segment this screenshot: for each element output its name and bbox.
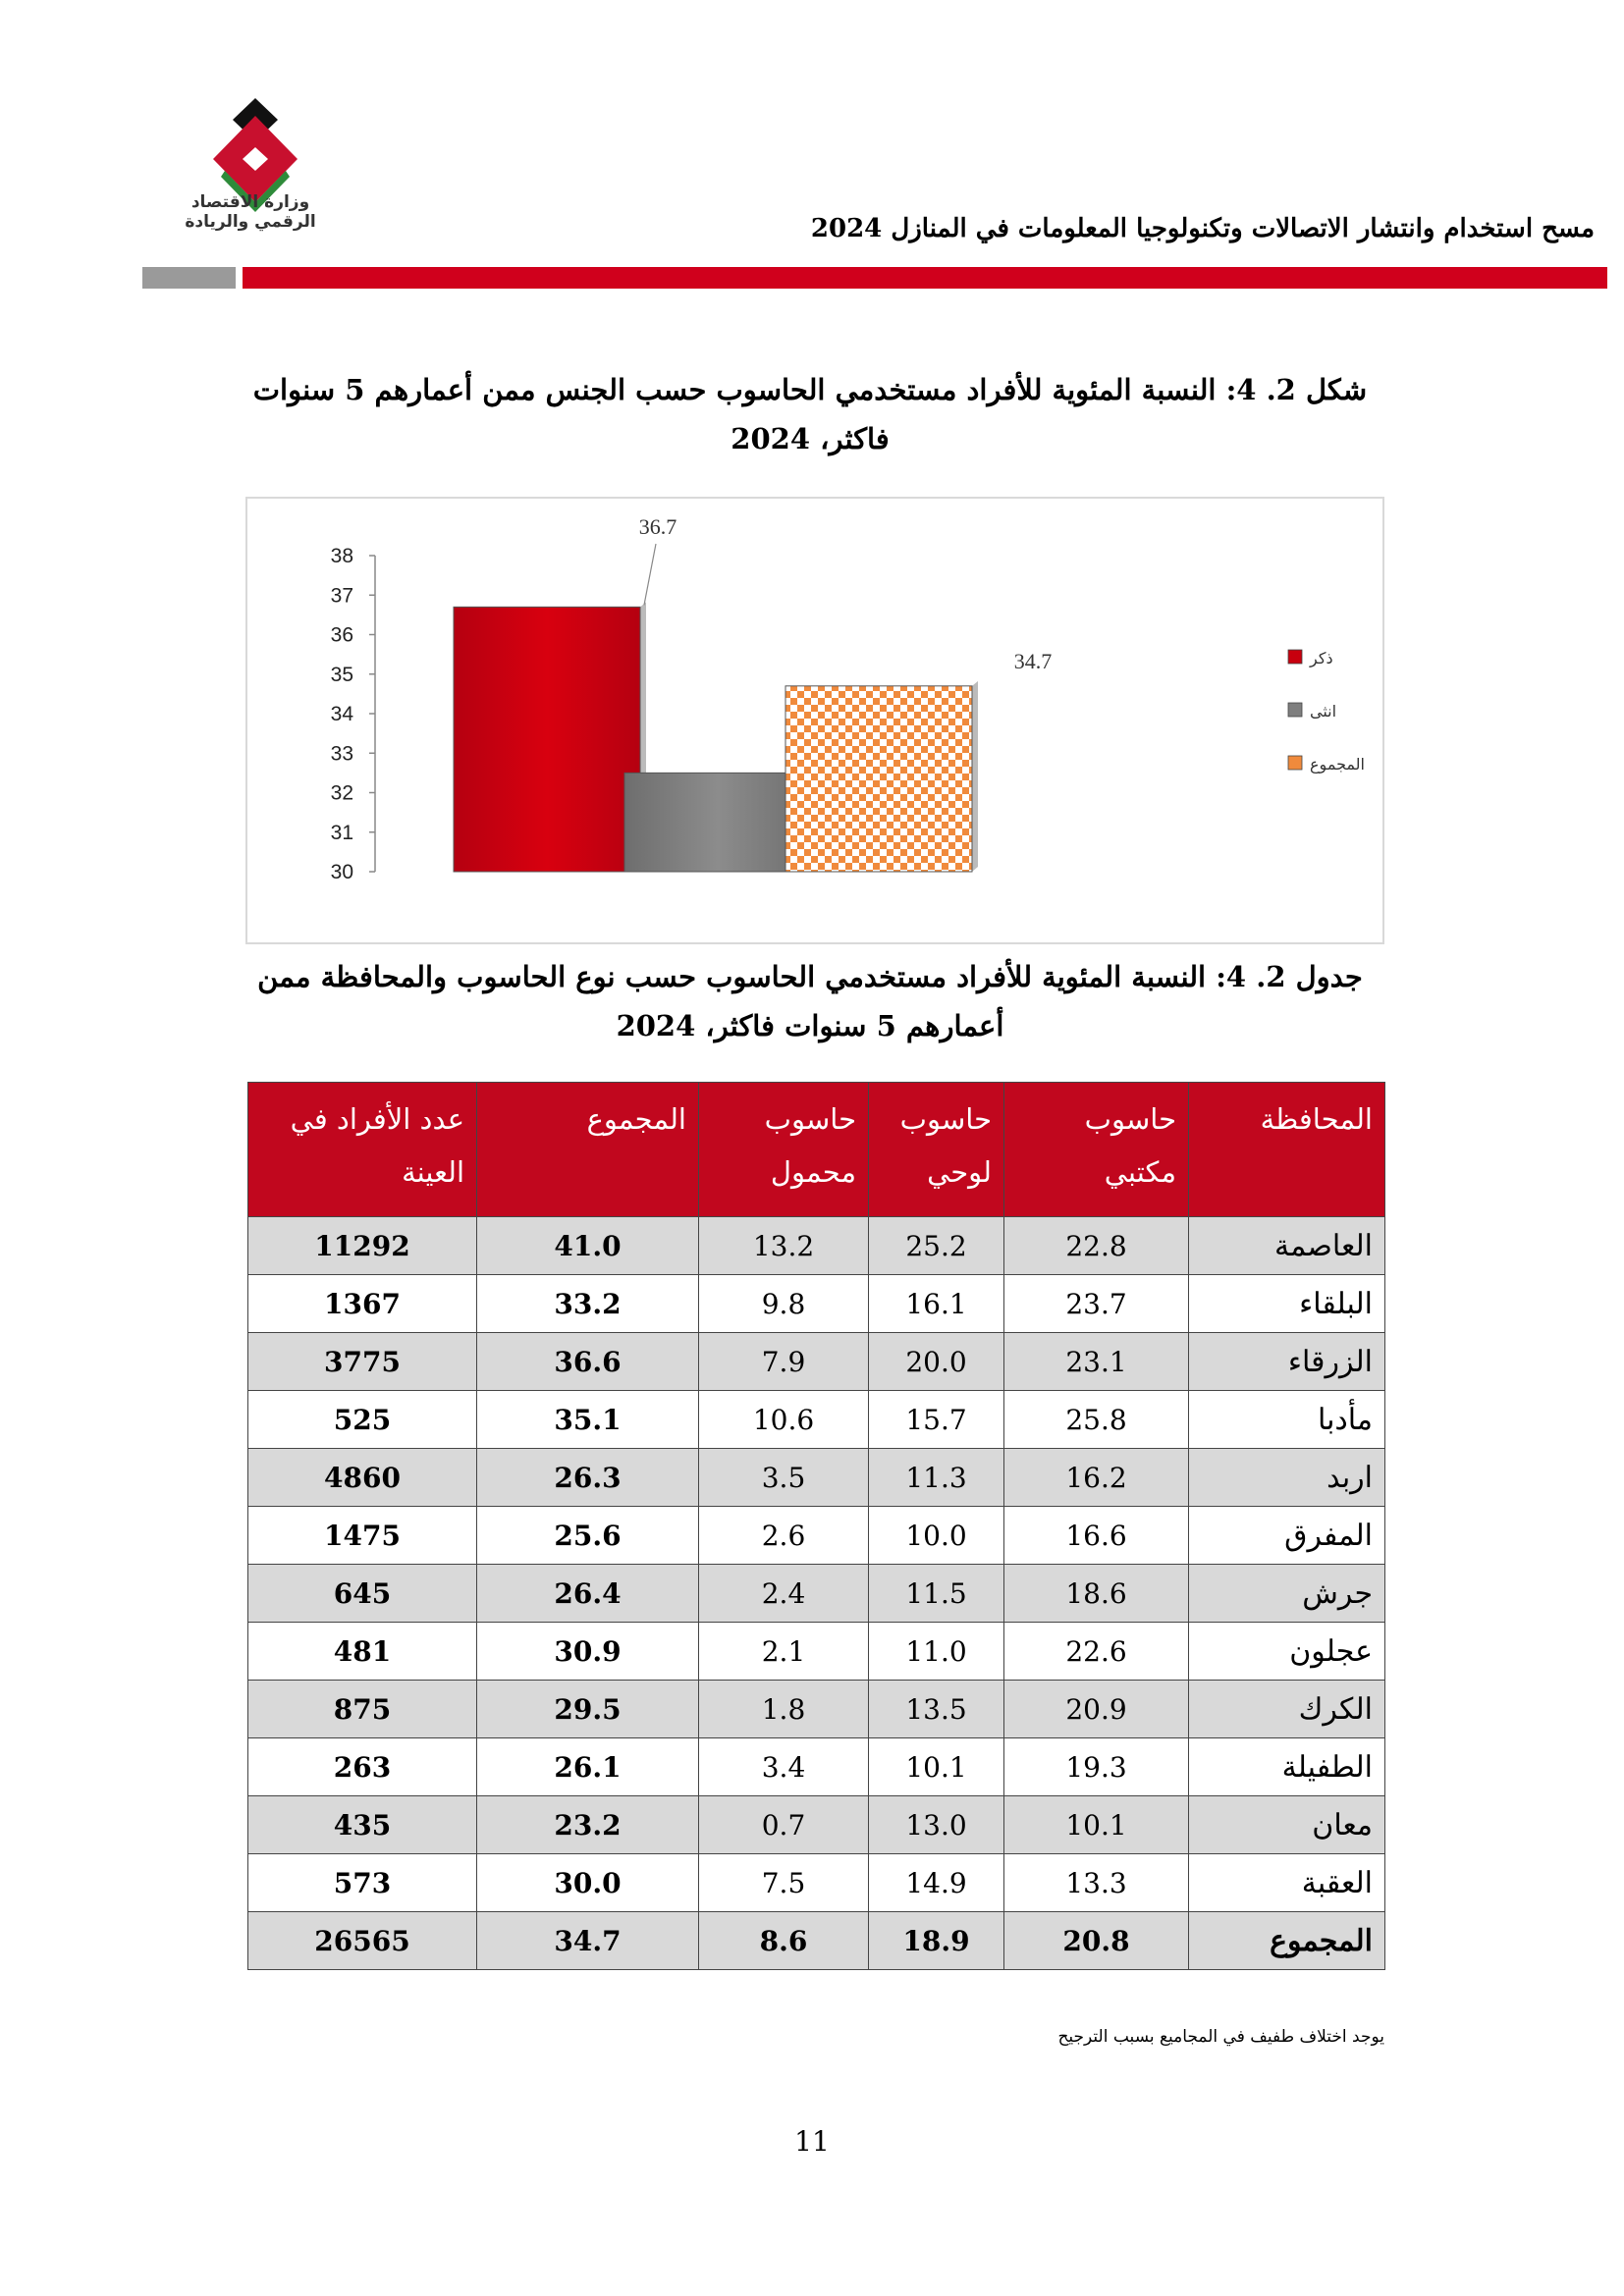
header-governorate: المحافظة xyxy=(1189,1083,1385,1217)
cell-sample: 1475 xyxy=(248,1507,477,1565)
data-label: 34.7 xyxy=(1013,649,1053,673)
cell-total: 36.6 xyxy=(477,1333,699,1391)
header-tablet: حاسوب لوحي xyxy=(869,1083,1004,1217)
cell-sample: 435 xyxy=(248,1796,477,1854)
cell-tablet: 13.5 xyxy=(869,1681,1004,1738)
cell-sample: 645 xyxy=(248,1565,477,1623)
cell-gov: جرش xyxy=(1189,1565,1385,1623)
legend-swatch xyxy=(1288,703,1302,717)
y-tick-label: 33 xyxy=(330,742,353,766)
y-tick-label: 32 xyxy=(330,781,353,805)
y-tick-label: 36 xyxy=(330,623,353,647)
cell-gov: الطفيلة xyxy=(1189,1738,1385,1796)
bar-0 xyxy=(454,607,640,872)
y-tick-label: 31 xyxy=(330,821,353,844)
header-rule-red xyxy=(243,267,1607,289)
cell-desktop: 10.1 xyxy=(1004,1796,1189,1854)
cell-laptop: 0.7 xyxy=(699,1796,869,1854)
cell-sample: 26565 xyxy=(248,1912,477,1970)
table-row xyxy=(248,1738,1385,1796)
cell-gov: اربد xyxy=(1189,1449,1385,1507)
header-desktop: حاسوب مكتبي xyxy=(1004,1083,1189,1217)
cell-gov: المجموع xyxy=(1189,1912,1385,1970)
cell-tablet: 20.0 xyxy=(869,1333,1004,1391)
cell-desktop: 22.6 xyxy=(1004,1623,1189,1681)
cell-total: 33.2 xyxy=(477,1275,699,1333)
cell-sample: 3775 xyxy=(248,1333,477,1391)
cell-desktop: 13.3 xyxy=(1004,1854,1189,1912)
cell-total: 29.5 xyxy=(477,1681,699,1738)
page-number: 11 xyxy=(794,2125,830,2158)
cell-tablet: 11.0 xyxy=(869,1623,1004,1681)
cell-desktop: 19.3 xyxy=(1004,1738,1189,1796)
header-sample-size: عدد الأفراد في العينة xyxy=(248,1083,477,1217)
cell-total: 26.3 xyxy=(477,1449,699,1507)
cell-gov: معان xyxy=(1189,1796,1385,1854)
table-row xyxy=(248,1681,1385,1738)
bar-1 xyxy=(624,773,811,872)
computer-usage-table xyxy=(247,1082,1385,1970)
cell-desktop: 23.7 xyxy=(1004,1275,1189,1333)
chart-frame xyxy=(245,497,1384,944)
cell-gov: المفرق xyxy=(1189,1507,1385,1565)
header-title: مسح استخدام وانتشار الاتصالات وتكنولوجيا المعلومات في المنازل 2024 xyxy=(810,214,1595,243)
cell-total: 35.1 xyxy=(477,1391,699,1449)
cell-laptop: 2.4 xyxy=(699,1565,869,1623)
cell-tablet: 11.3 xyxy=(869,1449,1004,1507)
cell-desktop: 20.9 xyxy=(1004,1681,1189,1738)
cell-desktop: 23.1 xyxy=(1004,1333,1189,1391)
header-laptop: حاسوب محمول xyxy=(699,1083,869,1217)
cell-gov: العاصمة xyxy=(1189,1217,1385,1275)
legend-label: المجموع xyxy=(1310,755,1365,774)
y-tick-label: 38 xyxy=(330,545,353,567)
table-row xyxy=(248,1449,1385,1507)
table-row xyxy=(248,1217,1385,1275)
cell-total: 30.0 xyxy=(477,1854,699,1912)
cell-laptop: 1.8 xyxy=(699,1681,869,1738)
cell-total: 23.2 xyxy=(477,1796,699,1854)
cell-tablet: 10.0 xyxy=(869,1507,1004,1565)
cell-laptop: 9.8 xyxy=(699,1275,869,1333)
table-row xyxy=(248,1854,1385,1912)
cell-sample: 525 xyxy=(248,1391,477,1449)
cell-sample: 4860 xyxy=(248,1449,477,1507)
cell-total: 30.9 xyxy=(477,1623,699,1681)
cell-total: 26.1 xyxy=(477,1738,699,1796)
y-tick-label: 34 xyxy=(330,703,353,725)
table-row xyxy=(248,1275,1385,1333)
cell-gov: الزرقاء xyxy=(1189,1333,1385,1391)
cell-tablet: 16.1 xyxy=(869,1275,1004,1333)
table-header-row xyxy=(248,1083,1385,1217)
cell-gov: عجلون xyxy=(1189,1623,1385,1681)
cell-desktop: 22.8 xyxy=(1004,1217,1189,1275)
table-row xyxy=(248,1391,1385,1449)
table-row xyxy=(248,1796,1385,1854)
legend-swatch xyxy=(1288,756,1302,770)
cell-gov: العقبة xyxy=(1189,1854,1385,1912)
cell-tablet: 25.2 xyxy=(869,1217,1004,1275)
cell-gov: الكرك xyxy=(1189,1681,1385,1738)
cell-laptop: 13.2 xyxy=(699,1217,869,1275)
cell-sample: 573 xyxy=(248,1854,477,1912)
legend-label: انثى xyxy=(1310,702,1337,721)
table-row xyxy=(248,1565,1385,1623)
cell-laptop: 10.6 xyxy=(699,1391,869,1449)
table-title: جدول 2. 4: النسبة المئوية للأفراد مستخدمي الحاسوب حسب نوع الحاسوب والمحافظة ممن أعمارهم 5 سنوات فاكثر، 2024 xyxy=(257,960,1363,1042)
cell-laptop: 3.5 xyxy=(699,1449,869,1507)
header-rule-gray xyxy=(142,267,236,289)
header-total: المجموع xyxy=(477,1083,699,1217)
cell-total: 34.7 xyxy=(477,1912,699,1970)
cell-laptop: 7.5 xyxy=(699,1854,869,1912)
cell-tablet: 15.7 xyxy=(869,1391,1004,1449)
table-row xyxy=(248,1623,1385,1681)
cell-gov: البلقاء xyxy=(1189,1275,1385,1333)
y-tick-label: 35 xyxy=(330,663,353,686)
legend-label: ذكر xyxy=(1310,649,1333,667)
cell-laptop: 7.9 xyxy=(699,1333,869,1391)
cell-tablet: 14.9 xyxy=(869,1854,1004,1912)
y-tick-label: 30 xyxy=(330,861,353,883)
cell-total: 26.4 xyxy=(477,1565,699,1623)
cell-total: 25.6 xyxy=(477,1507,699,1565)
y-tick-label: 37 xyxy=(330,584,353,608)
cell-tablet: 13.0 xyxy=(869,1796,1004,1854)
bar-side xyxy=(972,681,978,872)
cell-gov: مأدبا xyxy=(1189,1391,1385,1449)
legend-swatch xyxy=(1288,650,1302,664)
figure-title: شكل 2. 4: النسبة المئوية للأفراد مستخدمي الحاسوب حسب الجنس ممن أعمارهم 5 سنوات فاكثر، 2024 xyxy=(252,373,1368,455)
cell-laptop: 2.6 xyxy=(699,1507,869,1565)
bar-chart xyxy=(247,499,1382,942)
cell-laptop: 3.4 xyxy=(699,1738,869,1796)
cell-tablet: 18.9 xyxy=(869,1912,1004,1970)
cell-desktop: 20.8 xyxy=(1004,1912,1189,1970)
data-label: 36.7 xyxy=(638,514,677,539)
table-row xyxy=(248,1507,1385,1565)
cell-desktop: 16.6 xyxy=(1004,1507,1189,1565)
cell-sample: 11292 xyxy=(248,1217,477,1275)
cell-desktop: 18.6 xyxy=(1004,1565,1189,1623)
cell-laptop: 2.1 xyxy=(699,1623,869,1681)
cell-laptop: 8.6 xyxy=(699,1912,869,1970)
cell-tablet: 11.5 xyxy=(869,1565,1004,1623)
cell-total: 41.0 xyxy=(477,1217,699,1275)
table-total-row xyxy=(248,1912,1385,1970)
cell-sample: 481 xyxy=(248,1623,477,1681)
table-row xyxy=(248,1333,1385,1391)
cell-sample: 875 xyxy=(248,1681,477,1738)
cell-sample: 1367 xyxy=(248,1275,477,1333)
cell-desktop: 25.8 xyxy=(1004,1391,1189,1449)
bar-2 xyxy=(785,686,972,872)
table-footnote: يوجد اختلاف طفيف في المجاميع بسبب الترجيح xyxy=(1057,2027,1384,2047)
cell-sample: 263 xyxy=(248,1738,477,1796)
data-label-leader xyxy=(644,544,656,605)
cell-tablet: 10.1 xyxy=(869,1738,1004,1796)
cell-desktop: 16.2 xyxy=(1004,1449,1189,1507)
logo-text: وزارة الاقتصاد الرقمي والريادة xyxy=(185,192,316,232)
